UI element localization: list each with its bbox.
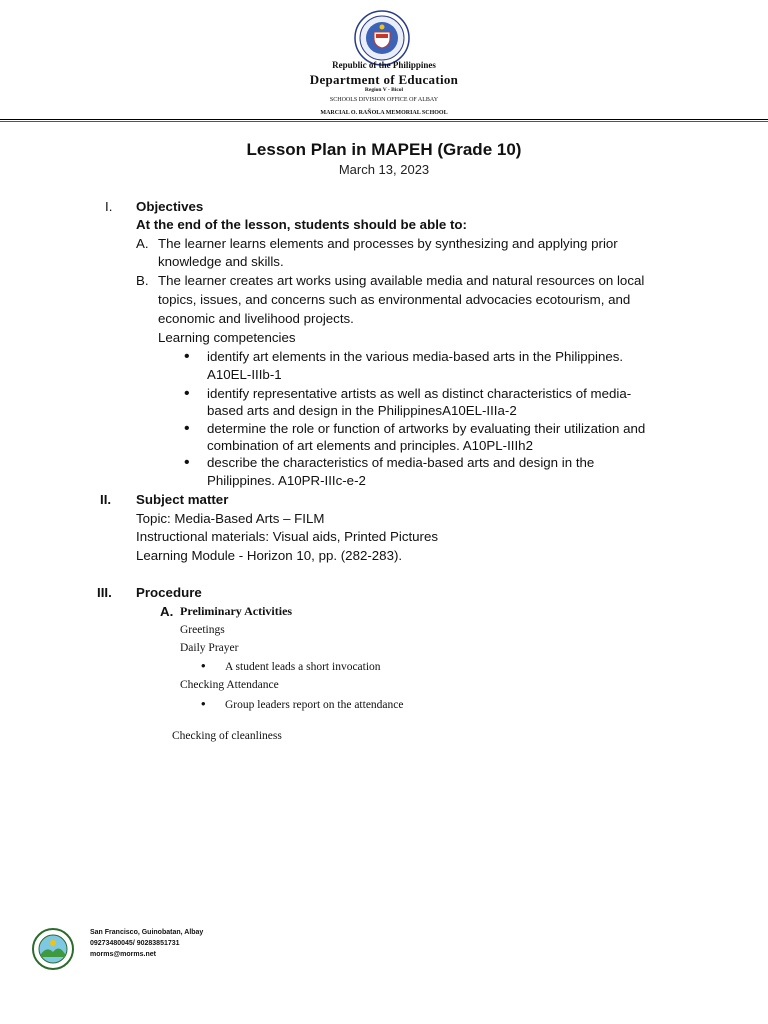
department-label: Department of Education — [309, 72, 459, 87]
objective-a-letter: A. — [136, 236, 149, 251]
topic-line: Topic: Media-Based Arts – FILM — [136, 511, 325, 526]
objective-b-line: topics, issues, and concerns such as environmental advocacies ecotourism, and — [158, 292, 631, 307]
competency-line: Philippines. A10PR-IIIc-e-2 — [207, 473, 366, 488]
section-1-heading: Objectives — [136, 199, 204, 214]
competency-line: combination of art elements and principles. A10PL-IIIh2 — [207, 438, 533, 453]
objective-a-line: knowledge and skills. — [158, 254, 284, 269]
section-3-numeral: III. — [97, 585, 112, 600]
bullet-icon: • — [201, 696, 206, 711]
footer-address: San Francisco, Guinobatan, Albay — [90, 929, 204, 936]
competency-line: A10EL-IIIb-1 — [207, 367, 282, 382]
republic-label: Republic of the Philippines — [332, 60, 436, 70]
prayer-line: Daily Prayer — [180, 642, 239, 654]
school-label: MARCIAL O. RAÑOLA MEMORIAL SCHOOL — [320, 110, 448, 116]
competencies-label: Learning competencies — [158, 330, 296, 345]
document-date: March 13, 2023 — [338, 162, 430, 177]
cleanliness-line: Checking of cleanliness — [172, 730, 282, 742]
footer-email: morms@morms.net — [90, 951, 156, 958]
competency-line: based arts and design in the PhilippinesA10EL-IIIa-2 — [207, 403, 517, 418]
bullet-icon: • — [184, 420, 190, 437]
prayer-bullet-line: A student leads a short invocation — [225, 661, 381, 673]
objective-b-letter: B. — [136, 273, 149, 288]
attendance-bullet-line: Group leaders report on the attendance — [225, 699, 404, 711]
region-label: Region V - Bicol — [364, 87, 404, 93]
subsection-a-heading: Preliminary Activities — [180, 604, 293, 618]
deped-seal-logo — [354, 10, 410, 66]
bullet-icon: • — [184, 454, 190, 471]
bullet-icon: • — [184, 385, 190, 402]
objective-b-line: The learner creates art works using available media and natural resources on local — [158, 273, 645, 288]
section-3-heading: Procedure — [136, 585, 202, 600]
objectives-intro: At the end of the lesson, students should be able to: — [136, 217, 467, 232]
competency-line: describe the characteristics of media-based arts and design in the — [207, 455, 595, 470]
section-2-heading: Subject matter — [136, 492, 229, 507]
competency-line: determine the role or function of artworks by evaluating their utilization and — [207, 421, 646, 436]
section-1-numeral: I. — [105, 199, 113, 214]
bullet-icon: • — [184, 348, 190, 365]
module-line: Learning Module - Horizon 10, pp. (282-283). — [136, 548, 403, 563]
attendance-line: Checking Attendance — [180, 679, 279, 691]
objective-b-line: economic and livelihood projects. — [158, 311, 354, 326]
objective-a-line: The learner learns elements and processes by synthesizing and applying prior — [158, 236, 618, 251]
competency-line: identify art elements in the various media-based arts in the Philippines. — [207, 349, 624, 364]
division-label: SCHOOLS DIVISION OFFICE OF ALBAY — [329, 97, 439, 103]
header-rule — [0, 119, 768, 120]
competency-line: identify representative artists as well as distinct characteristics of media- — [207, 386, 632, 401]
header-rule-secondary — [0, 121, 768, 122]
greetings-line: Greetings — [180, 624, 225, 636]
section-2-numeral: II. — [100, 492, 112, 507]
bullet-icon: • — [201, 658, 206, 673]
document-title: Lesson Plan in MAPEH (Grade 10) — [246, 140, 522, 159]
materials-line: Instructional materials: Visual aids, Printed Pictures — [136, 529, 439, 544]
school-seal-logo — [32, 928, 74, 970]
subsection-a-letter: A. — [160, 604, 174, 619]
footer-phones: 09273480045/ 90283851731 — [90, 940, 180, 947]
